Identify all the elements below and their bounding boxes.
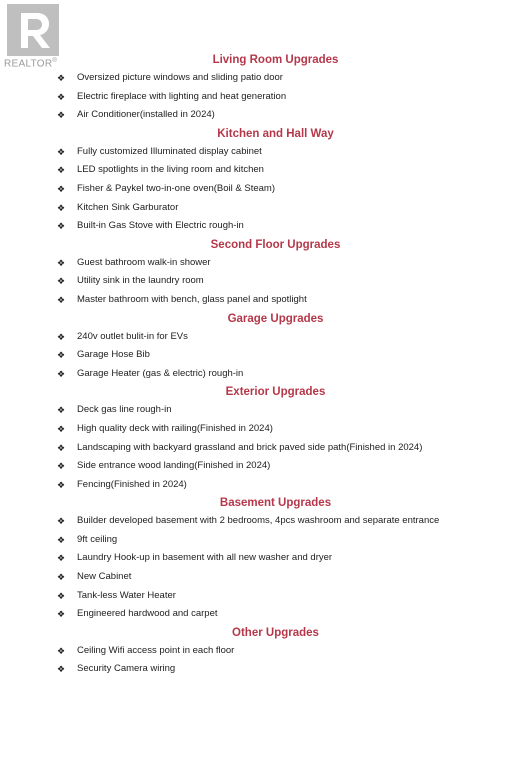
list-item-text: 240v outlet bulit-in for EVs: [77, 330, 188, 342]
diamond-bullet-icon: ❖: [57, 146, 66, 157]
list-item: [0, 549, 521, 568]
list-item: [0, 272, 521, 291]
list-item-text: Oversized picture windows and sliding patio door: [77, 72, 283, 83]
list-item: [0, 531, 521, 550]
diamond-bullet-icon: ❖: [57, 294, 66, 305]
list-item-text: Laundry Hook-up in basement with all new washer and dryer: [77, 552, 333, 564]
list-item: [0, 401, 521, 420]
diamond-bullet-icon: ❖: [57, 202, 66, 213]
list-item-text: Landscaping with backyard grassland and brick paved side path(Finished in 2024): [77, 441, 423, 453]
section-title: Exterior Upgrades: [225, 386, 326, 399]
diamond-bullet-icon: ❖: [57, 590, 66, 601]
list-item-text: Engineered hardwood and carpet: [77, 608, 218, 620]
list-item: [0, 660, 521, 679]
list-item-text: Fisher & Paykel two-in-one oven(Boil & Steam): [77, 182, 275, 194]
diamond-bullet-icon: ❖: [57, 165, 66, 176]
list-item-text: Electric fireplace with lighting and heat generation: [77, 90, 287, 102]
diamond-bullet-icon: ❖: [57, 368, 66, 379]
list-item: [0, 512, 521, 531]
diamond-bullet-icon: ❖: [57, 553, 66, 564]
diamond-bullet-icon: ❖: [57, 73, 66, 83]
list-item: [0, 642, 521, 661]
list-item: [0, 217, 521, 236]
list-item-text: Guest bathroom walk-in shower: [77, 256, 211, 268]
list-item-text: Garage Hose Bib: [77, 349, 150, 361]
list-item-text: Tank-less Water Heater: [77, 589, 176, 601]
list-item: [0, 568, 521, 587]
diamond-bullet-icon: ❖: [57, 110, 66, 121]
diamond-bullet-icon: ❖: [57, 423, 66, 434]
list-item: [0, 476, 521, 495]
diamond-bullet-icon: ❖: [57, 534, 66, 545]
list-item-text: Side entrance wood landing(Finished in 2024): [77, 460, 271, 472]
list-item-text: Utility sink in the laundry room: [77, 275, 204, 287]
diamond-bullet-icon: ❖: [57, 461, 66, 472]
list-item: [0, 161, 521, 180]
list-item: [0, 605, 521, 624]
diamond-bullet-icon: ❖: [57, 442, 66, 453]
list-item-text: Master bathroom with bench, glass panel and spotlight: [77, 293, 307, 305]
list-item: [0, 328, 521, 347]
diamond-bullet-icon: ❖: [57, 572, 66, 583]
list-item-text: Security Camera wiring: [77, 663, 176, 675]
list-item: [0, 199, 521, 218]
diamond-bullet-icon: ❖: [57, 183, 66, 194]
list-item: [0, 587, 521, 606]
realtor-wordmark: REALTOR®: [4, 58, 58, 70]
list-item-text: High quality deck with railing(Finished in 2024): [77, 422, 273, 434]
diamond-bullet-icon: ❖: [57, 257, 66, 268]
diamond-bullet-icon: ❖: [57, 331, 66, 342]
section-title: Other Upgrades: [232, 626, 319, 639]
list-item: [0, 69, 521, 88]
section-title: Living Room Upgrades: [212, 54, 339, 66]
upgrades-document: [0, 51, 521, 679]
list-item-text: Deck gas line rough-in: [77, 404, 172, 416]
list-item: [0, 439, 521, 458]
section-title: Second Floor Upgrades: [210, 238, 341, 251]
section-title: Garage Upgrades: [227, 312, 324, 325]
list-item-text: Kitchen Sink Garburator: [77, 201, 179, 213]
list-item: [0, 106, 521, 125]
realtor-r-icon: [7, 4, 59, 56]
diamond-bullet-icon: ❖: [57, 609, 66, 620]
diamond-bullet-icon: ❖: [57, 405, 66, 416]
list-item-text: Garage Heater (gas & electric) rough-in: [77, 367, 244, 379]
list-item: [0, 457, 521, 476]
list-item: [0, 346, 521, 365]
list-item-text: Air Conditioner(installed in 2024): [77, 109, 215, 121]
list-item-text: New Cabinet: [77, 571, 132, 583]
list-item: [0, 291, 521, 310]
section-title: Kitchen and Hall Way: [217, 127, 334, 140]
list-item-text: Fencing(Finished in 2024): [77, 478, 187, 490]
list-item-text: Fully customized Illuminated display cabinet: [77, 145, 262, 157]
list-item-text: Ceiling Wifi access point in each floor: [77, 644, 235, 656]
list-item: [0, 88, 521, 107]
list-item-text: Built-in Gas Stove with Electric rough-in: [77, 220, 244, 232]
list-item: [0, 365, 521, 384]
list-item-text: Builder developed basement with 2 bedrooms, 4pcs washroom and separate entrance: [77, 515, 440, 527]
diamond-bullet-icon: ❖: [57, 645, 66, 656]
list-item: [0, 420, 521, 439]
diamond-bullet-icon: ❖: [57, 350, 66, 361]
diamond-bullet-icon: ❖: [57, 276, 66, 287]
diamond-bullet-icon: ❖: [57, 221, 66, 232]
diamond-bullet-icon: ❖: [57, 664, 66, 675]
diamond-bullet-icon: ❖: [57, 91, 66, 102]
list-item-text: 9ft ceiling: [77, 533, 118, 545]
list-item: [0, 143, 521, 162]
diamond-bullet-icon: ❖: [57, 516, 66, 527]
diamond-bullet-icon: ❖: [57, 479, 66, 490]
list-item: [0, 180, 521, 199]
list-item: [0, 254, 521, 273]
section-title: Basement Upgrades: [219, 497, 332, 510]
list-item-text: LED spotlights in the living room and kitchen: [77, 164, 264, 176]
